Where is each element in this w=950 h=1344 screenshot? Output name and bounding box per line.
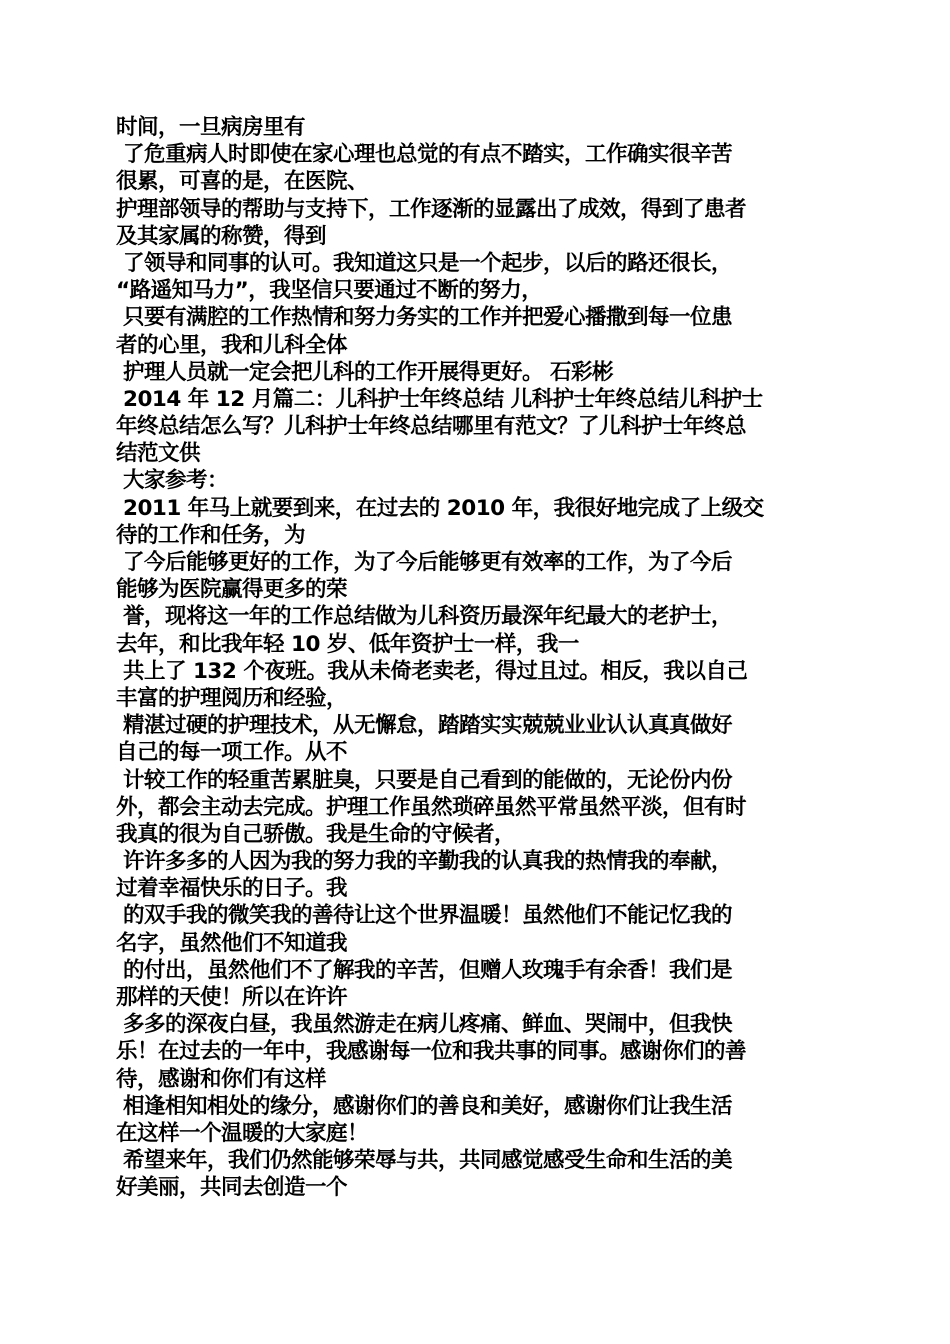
text-line: 了今后能够更好的工作，为了今后能够更有效率的工作，为了今后 <box>116 550 732 575</box>
text-line: 好美丽，共同去创造一个 <box>116 1175 348 1201</box>
text-line: 时间，一旦病房里有 <box>116 115 306 140</box>
text-line: 待的工作和任务，为 <box>116 522 306 548</box>
text-line: 过着幸福快乐的日子。我 <box>116 876 348 902</box>
text-line: 希望来年，我们仍然能够荣辱与共，共同感觉感受生命和生活的美 <box>116 1148 732 1174</box>
text-line: 很累，可喜的是，在医院、 <box>116 169 369 195</box>
text-line: 2011 年马上就要到来，在过去的 2010 年，我很好地完成了上级交 <box>116 495 764 521</box>
text-line: 及其家属的称赞，得到 <box>116 223 327 249</box>
text-line: 乐！在过去的一年中，我感谢每一位和我共事的同事。感谢你们的善 <box>116 1039 747 1065</box>
text-line: 待，感谢和你们有这样 <box>116 1066 327 1092</box>
text-line: 相逢相知相处的缘分，感谢你们的善良和美好，感谢你们让我生活 <box>116 1093 732 1119</box>
text-line: 结范文供 <box>116 441 201 467</box>
text-line: 去年，和比我年轻 10 岁、低年资护士一样，我一 <box>116 631 579 657</box>
text-line: 了危重病人时即使在家心理也总觉的有点不踏实，工作确实很辛苦 <box>116 142 732 168</box>
text-line: 护理人员就一定会把儿科的工作开展得更好。 石彩彬 <box>116 359 613 385</box>
text-line: 在这样一个温暖的大家庭！ <box>116 1120 369 1146</box>
text-line: 者的心里，我和儿科全体 <box>116 332 348 358</box>
text-line: 精湛过硬的护理技术，从无懈怠，踏踏实实兢兢业业认认真真做好 <box>116 713 732 739</box>
text-line: 大家参考： <box>116 468 228 494</box>
text-line: 能够为医院赢得更多的荣 <box>116 577 348 603</box>
text-line: 的付出，虽然他们不了解我的辛苦，但赠人玫瑰手有余香！我们是 <box>116 957 732 983</box>
text-line: “路遥知马力”，我坚信只要通过不断的努力， <box>116 278 543 304</box>
text-line: 只要有满腔的工作热情和努力务实的工作并把爱心播撒到每一位患 <box>116 305 732 331</box>
text-line: 名字，虽然他们不知道我 <box>116 930 348 956</box>
text-line: 的双手我的微笑我的善待让这个世界温暖！虽然他们不能记忆我的 <box>116 903 732 929</box>
text-line: 誉，现将这一年的工作总结做为儿科资历最深年纪最大的老护士， <box>116 604 732 630</box>
text-line: 许许多多的人因为我的努力我的辛勤我的认真我的热情我的奉献， <box>116 849 732 875</box>
text-line: 年终总结怎么写？儿科护士年终总结哪里有范文？了儿科护士年终总 <box>116 414 747 440</box>
text-line: 外，都会主动去完成。护理工作虽然琐碎虽然平常虽然平淡，但有时 <box>116 794 747 820</box>
text-line: 2014 年 12 月篇二：儿科护士年终总结 儿科护士年终总结儿科护士 <box>116 386 763 412</box>
text-line: 共上了 132 个夜班。我从未倚老卖老，得过且过。相反，我以自己 <box>116 658 748 684</box>
text-line: 多多的深夜白昼，我虽然游走在病儿疼痛、鲜血、哭闹中，但我快 <box>116 1012 732 1038</box>
text-line: 计较工作的轻重苦累脏臭，只要是自己看到的能做的，无论份内份 <box>116 767 732 793</box>
text-line: 我真的很为自己骄傲。我是生命的守候者， <box>116 821 516 847</box>
text-line: 那样的天使！所以在许许 <box>116 985 348 1010</box>
text-line: 护理部领导的帮助与支持下，工作逐渐的显露出了成效，得到了患者 <box>116 196 747 222</box>
document-body <box>116 114 846 1202</box>
text-line: 丰富的护理阅历和经验， <box>116 685 348 711</box>
text-line: 自己的每一项工作。从不 <box>116 740 348 766</box>
text-line: 了领导和同事的认可。我知道这只是一个起步，以后的路还很长， <box>116 250 732 276</box>
